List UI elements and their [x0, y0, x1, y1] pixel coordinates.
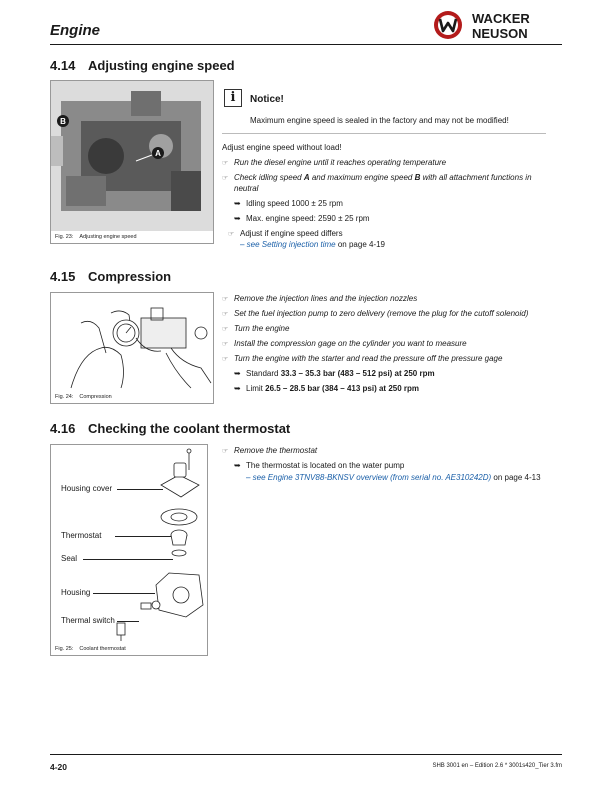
- callout-line: [115, 536, 171, 537]
- edition-info: SHB 3001 en – Edition 2.6 * 3001s420_Tier 3.fm: [432, 763, 562, 769]
- pointing-hand-icon: ☞: [222, 159, 229, 167]
- result-arrow-icon: ➥: [234, 369, 241, 378]
- compression-gage-illustration: [51, 293, 214, 393]
- section-title-text: Compression: [88, 269, 172, 284]
- svg-text:WACKER: WACKER: [472, 11, 530, 26]
- notice-divider: [222, 133, 546, 134]
- result-item: ➥ Max. engine speed: 2590 ± 25 rpm: [234, 214, 370, 223]
- callout-label: Thermostat: [61, 531, 102, 540]
- notice-title: Notice!: [250, 94, 284, 105]
- svg-text:A: A: [155, 149, 161, 158]
- result-arrow-icon: ➥: [234, 199, 241, 208]
- action-step: ☞ Remove the injection lines and the injection nozzles: [222, 294, 418, 303]
- result-arrow-icon: ➥: [234, 214, 241, 223]
- callout-label: Thermal switch: [61, 616, 115, 625]
- page-number: 4-20: [50, 762, 68, 772]
- callout-line: [83, 559, 173, 560]
- result-arrow-icon: ➥: [234, 461, 241, 470]
- wacker-neuson-logo: [432, 9, 554, 43]
- see-link[interactable]: Setting injection time: [261, 240, 336, 249]
- thermostat-exploded-view: [51, 445, 208, 645]
- section-title-text: Checking the coolant thermostat: [88, 421, 291, 436]
- callout-line: [93, 593, 155, 594]
- figure-24: [50, 292, 214, 404]
- instruction-text: Adjust engine speed without load!: [222, 143, 342, 152]
- pointing-hand-icon: ☞: [222, 355, 229, 363]
- figure-caption: Fig. 23: Adjusting engine speed: [55, 234, 137, 240]
- action-step: ☞ Turn the engine with the starter and read the pressure off the pressure gage: [222, 354, 503, 363]
- cross-reference: – see Engine 3TNV88-BKNSV overview (from serial no. AE310242D) on page 4-13: [246, 473, 541, 482]
- result-item: ➥ Standard 33.3 – 35.3 bar (483 – 512 psi) at 250 rpm: [234, 369, 435, 378]
- figure-23: [50, 80, 214, 244]
- pointing-hand-icon: ☞: [222, 174, 229, 182]
- callout-line: [117, 489, 163, 490]
- action-step: ☞ Turn the engine: [222, 324, 290, 333]
- section-title-4-15: [50, 269, 171, 284]
- action-step: ☞ Check idling speed A and maximum engine speed B with all attachment functions in: [222, 173, 532, 182]
- injection-pump-photo: [51, 81, 214, 231]
- svg-text:B: B: [60, 117, 66, 126]
- pointing-hand-icon: ☞: [222, 447, 229, 455]
- section-title-text: Adjusting engine speed: [88, 58, 235, 73]
- callout-label: Housing cover: [61, 484, 113, 493]
- callout-line: [117, 621, 139, 622]
- pointing-hand-icon: ☞: [222, 295, 229, 303]
- section-title-4-14: [50, 58, 235, 73]
- action-step-continuation: neutral: [234, 184, 259, 193]
- see-link[interactable]: Engine 3TNV88-BKNSV overview (from serial no. AE310242D): [267, 473, 492, 482]
- pointing-hand-icon: ☞: [222, 325, 229, 333]
- figure-caption: Fig. 25: Coolant thermostat: [55, 646, 126, 652]
- header-title: Engine: [50, 22, 101, 39]
- result-item: ➥ Limit 26.5 – 28.5 bar (384 – 413 psi) at 250 rpm: [234, 384, 419, 393]
- header-rule: [50, 44, 562, 45]
- section-number: 4.15: [50, 269, 76, 284]
- pointing-hand-icon: ☞: [222, 310, 229, 318]
- footer-rule: [50, 754, 562, 755]
- action-step: ☞ Run the diesel engine until it reaches operating temperature: [222, 158, 447, 167]
- section-number: 4.14: [50, 58, 76, 73]
- cross-reference: – see Setting injection time on page 4-19: [240, 240, 385, 249]
- section-title-4-16: [50, 421, 290, 436]
- notice-info-icon: i: [224, 89, 242, 107]
- section-number: 4.16: [50, 421, 76, 436]
- result-arrow-icon: ➥: [234, 384, 241, 393]
- action-step: ☞ Install the compression gage on the cylinder you want to measure: [222, 339, 467, 348]
- result-item: ➥ Idling speed 1000 ± 25 rpm: [234, 199, 343, 208]
- callout-label: Housing: [61, 588, 91, 597]
- action-step: ☞ Set the fuel injection pump to zero delivery (remove the plug for the cutoff solenoid): [222, 309, 529, 318]
- action-step: ☞ Adjust if engine speed differs: [228, 229, 343, 238]
- notice-text: Maximum engine speed is sealed in the factory and may not be modified!: [250, 116, 509, 125]
- figure-caption: Fig. 24: Compression: [55, 394, 112, 400]
- svg-text:NEUSON: NEUSON: [472, 26, 528, 41]
- action-step: ☞ Remove the thermostat: [222, 446, 318, 455]
- pointing-hand-icon: ☞: [222, 340, 229, 348]
- figure-25: [50, 444, 208, 656]
- result-item: ➥ The thermostat is located on the water pump: [234, 461, 405, 470]
- pointing-hand-icon: ☞: [228, 230, 235, 238]
- callout-label: Seal: [61, 554, 78, 563]
